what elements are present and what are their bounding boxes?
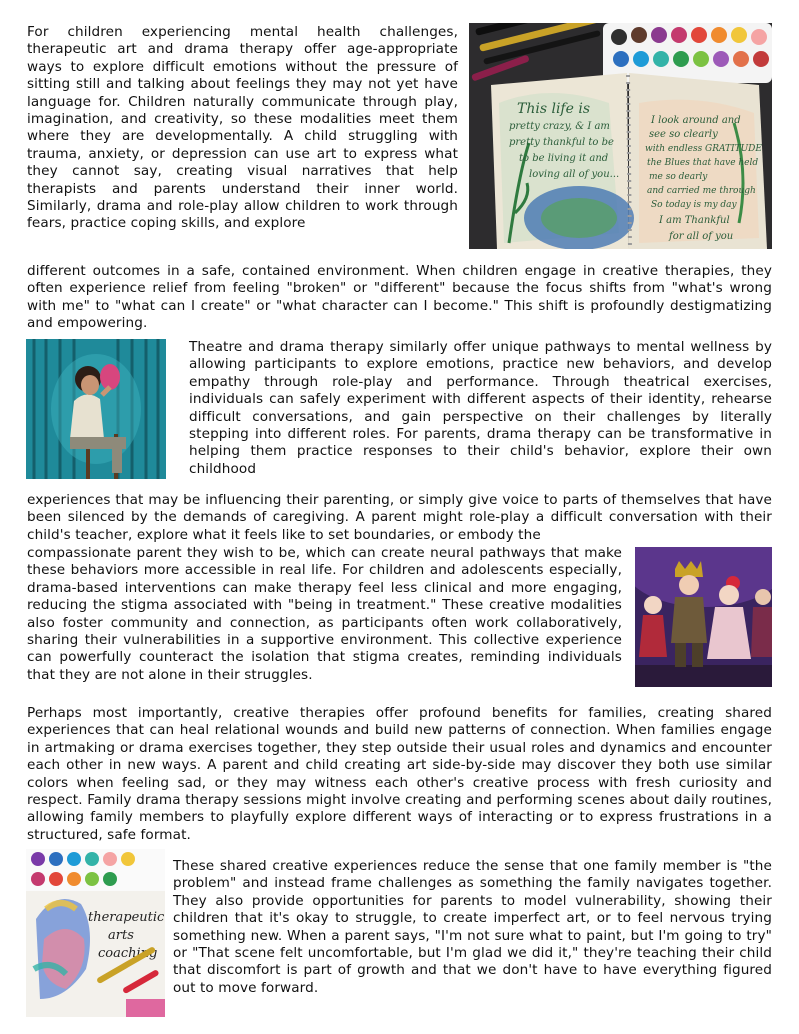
journal-right-line: see so clearly bbox=[649, 129, 718, 140]
coaching-caption-line: coaching bbox=[98, 946, 158, 961]
coaching-caption-line: arts bbox=[108, 928, 134, 943]
journal-right-line: I am Thankful bbox=[659, 215, 730, 226]
journal-left-line: This life is bbox=[517, 101, 591, 117]
children-stage-performance-image bbox=[635, 547, 772, 687]
journal-left-line: to be living it and bbox=[519, 153, 609, 164]
watercolor-palette bbox=[26, 849, 165, 891]
journal-right-line: for all of you bbox=[669, 231, 734, 242]
journal-left-line: pretty thankful to be bbox=[509, 137, 614, 148]
watercolor-palette bbox=[603, 23, 772, 83]
journal-right-line: I look around and bbox=[651, 115, 741, 126]
journal-right-line: the Blues that have held bbox=[647, 158, 759, 168]
paragraph-creative-therapies-outcomes: different outcomes in a safe, contained environment. When children engage in creative therapies, they often experience relief from feeling "broken" or "different" because the focus shifts from "what's wrong with me" to "what can I create" or "what character can I become." This shift is profoundly destigmatizing and empowering. bbox=[27, 263, 772, 332]
paragraph-art-drama-children: For children experiencing mental health challenges, therapeutic art and drama therapy offer age-appropriate ways to explore difficult emotions without the pressure of sitting still and talking about feelings they may not yet have language for. Children naturally communicate through play, imagination, and creativity, so these modalities meet them where they are developmentally. A child struggling with trauma, anxiety, or depression can use art to express what they cannot say, creating visual narratives that help therapists and parents understand their inner world. Similarly, drama and role-play allow children to work through fears, practice coping skills, and explore bbox=[27, 24, 458, 232]
journal-left-line: loving all of you... bbox=[529, 169, 620, 180]
paragraph-neural-pathways: compassionate parent they wish to be, which can create neural pathways that make these behaviors more accessible in real life. For children and adolescents especially, drama-based interventions can make therapy feel less clinical and more engaging, reducing the stigma associated with "being in treatment." These creative modalities also foster community and connection, as participants often work collaboratively, sharing their vulnerabilities in a supportive environment. This collective experience can powerfully counteract the isolation that stigma creates, reminding individuals that they are not alone in their struggles. bbox=[27, 545, 622, 683]
paragraph-shared-experiences: These shared creative experiences reduce the sense that one family member is "the problem" and instead frame challenges as something the family navigates together. They also provide opportunities for parents to model vulnerability, showing their children that it's okay to struggle, to create imperfect art, or to feel nervous trying something new. When a parent says, "I'm not sure what to paint, but I'm going to try" or "That scene felt uncomfortable, but I'm glad we did it," they're teaching their child that discomfort is part of growth and that we don't have to have everything figured out to move forward. bbox=[173, 858, 772, 996]
journal-right-line: with endless GRATITUDE bbox=[645, 144, 762, 154]
coaching-caption-line: therapeutic bbox=[88, 910, 165, 925]
therapeutic-arts-coaching-image bbox=[26, 849, 165, 1017]
journal-left-line: pretty crazy, & I am bbox=[509, 121, 610, 132]
journal-right-line: and carried me through bbox=[647, 186, 756, 196]
art-journal-image bbox=[469, 23, 772, 249]
paragraph-theatre-drama-therapy: Theatre and drama therapy similarly offer unique pathways to mental wellness by allowing participants to explore emotions, practice new behaviors, and develop empathy through role-play and performance. Through theatrical exercises, individuals can safely experiment with different aspects of their identity, rehearse difficult conversations, and gain perspective on their challenges by literally stepping into different roles. For parents, drama therapy can be transformative in helping them practice responses to their child's behavior, explore their own childhood bbox=[189, 339, 772, 477]
paragraph-family-benefits: Perhaps most importantly, creative therapies offer profound benefits for families, creating shared experiences that can heal relational wounds and build new patterns of connection. When families engage in artmaking or drama exercises together, they step outside their usual roles and dynamics and encounter each other in new ways. A parent and child creating art side-by-side may discover they both use similar colors when feeling sad, or they may witness each other's creative process with fresh curiosity and respect. Family drama therapy sessions might involve creating and performing scenes about daily routines, allowing family members to playfully explore different ways of interacting or to express frustrations in a structured, safe format. bbox=[27, 705, 772, 843]
journal-right-line: So today is my day bbox=[651, 200, 737, 210]
journal-right-line: me so dearly bbox=[649, 172, 708, 182]
paragraph-parenting-experiences: experiences that may be influencing their parenting, or simply give voice to parts of themselves that have been silenced by the demands of caregiving. A parent might role-play a difficult conversation with their child's teacher, explore what it feels like to set boundaries, or embody the bbox=[27, 492, 772, 543]
boy-with-mask-image bbox=[26, 339, 166, 479]
